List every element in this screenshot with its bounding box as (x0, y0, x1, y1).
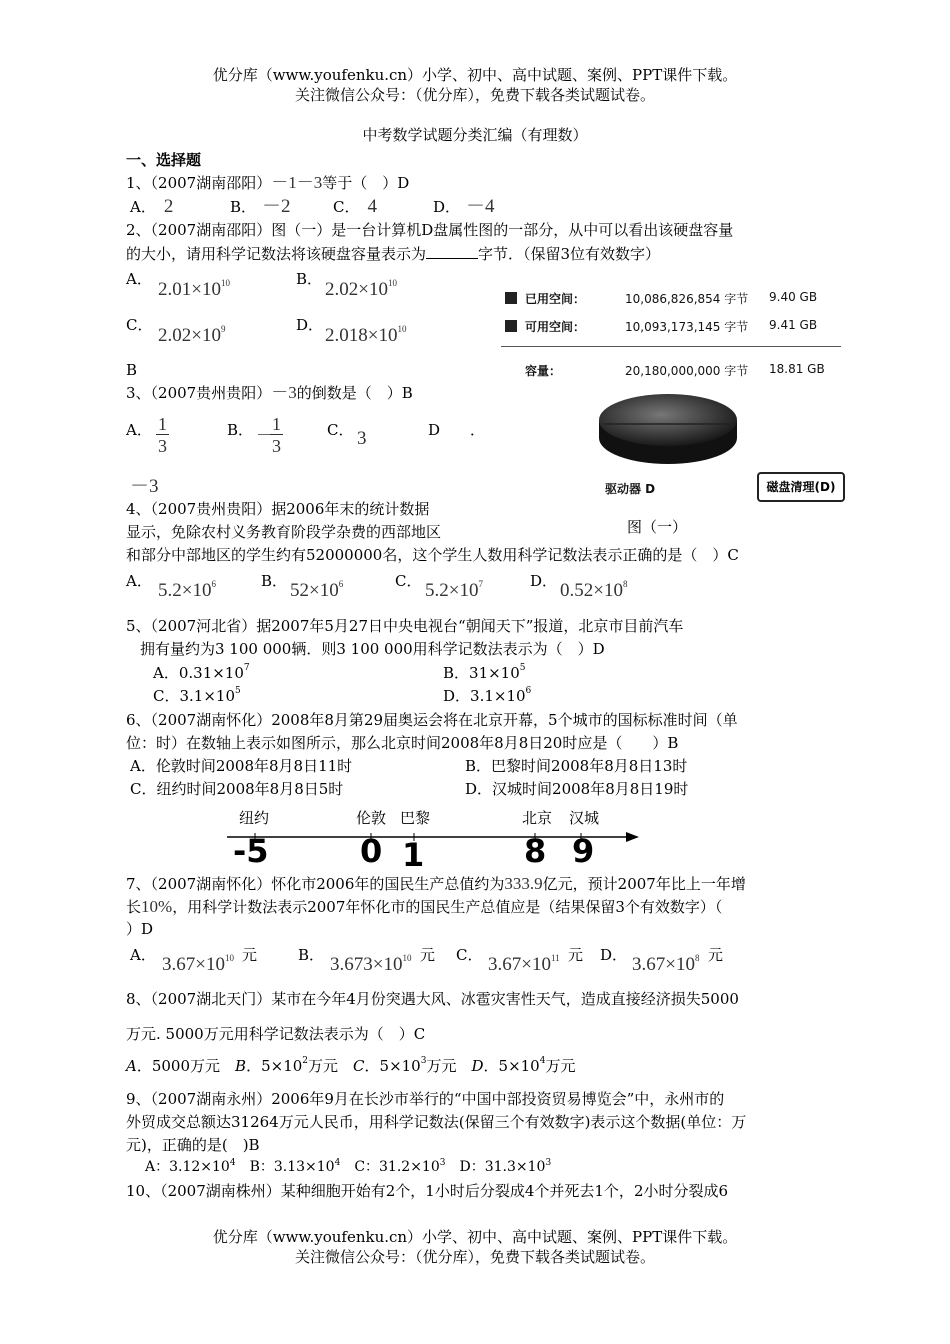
divider (501, 346, 841, 347)
city-beijing: 北京 (522, 809, 553, 827)
free-space-swatch (505, 320, 517, 332)
used-space-label: 已用空间： (525, 292, 586, 306)
figure-caption: 图（一） (627, 518, 688, 536)
q6-option-b: B．巴黎时间2008年8月8日13时 (465, 757, 688, 775)
free-space-label: 可用空间： (525, 320, 586, 334)
q7-option-a: A． (130, 946, 156, 964)
q4-option-d: D． (530, 572, 558, 590)
used-space-gb: 9.40 GB (769, 290, 818, 304)
q2-option-a-value: $2.01\times 10^{10}$ (158, 278, 230, 300)
q3-option-d-value: －3 (130, 476, 159, 497)
q1-option-c: C． 4 (333, 196, 377, 217)
question-7-line-3: ）D (126, 920, 154, 938)
q7-option-d-value: $3.67\times 10^8$ (632, 953, 700, 975)
question-6-line-2: 位：时）在数轴上表示如图所示，那么北京时间2008年8月8日20时应是（ ）B (126, 734, 679, 752)
q6-option-c: C．纽约时间2008年8月8日5时 (130, 780, 344, 798)
drive-label: 驱动器 D (605, 482, 656, 496)
q4-option-b: B． (261, 572, 288, 590)
q2-option-d: D． (296, 316, 324, 334)
question-7-line-1: 7、（2007湖南怀化）怀化市2006年的国民生产总值约为333.9亿元，预计2007年比上一年增 (126, 874, 746, 893)
disk-cleanup-button[interactable]: 磁盘清理(D) (757, 472, 845, 502)
q5-option-a: A．$0.31\times 10^7$ (153, 663, 250, 682)
free-space-bytes: 10,093,173,145 字节 (625, 320, 749, 334)
q5-option-d: D．$3.1\times 10^6$ (443, 686, 532, 705)
q2-option-c: C． (126, 316, 153, 334)
q9-options: A：$3.12\times 10^4$ B：$3.13\times 10^4$ C：$31.2\times 10^3$ D：$31.3\times 10^3$ (145, 1158, 552, 1175)
header-line-1: 优分库（www.youfenku.cn）小学、初中、高中试题、案例、PPT课件下载。 (212, 66, 738, 84)
capacity-bytes: 20,180,000,000 字节 (625, 364, 749, 378)
q7-option-c: C． (456, 946, 483, 964)
q2-answer: B (126, 361, 138, 379)
q7-option-c-value: $3.67\times 10^{11}$ (488, 953, 560, 975)
q7-option-d: D． (600, 946, 628, 964)
question-9-line-1: 9、（2007湖南永州）2006年9月在长沙市举行的“中国中部投资贸易博览会”中，永州市的 (126, 1090, 725, 1108)
q3-option-b-label: B． (227, 421, 254, 439)
q5-option-b: B．$31\times 10^5$ (443, 663, 526, 682)
city-seoul: 汉城 (569, 809, 600, 827)
question-9-line-2: 外贸成交总额达31264万元人民币，用科学记数法(保留三个有效数字)表示这个数据(单位：万 (126, 1113, 747, 1131)
q3-option-d-label: D ． (428, 421, 486, 439)
q1-option-a: A． 2 (130, 196, 174, 217)
question-10-line-1: 10、（2007湖南株州）某种细胞开始有2个，1小时后分裂成4个并死去1个，2小时分裂成6 (126, 1182, 729, 1200)
tick-label-8: 8 (524, 832, 547, 870)
q3-option-a-label: A． (126, 421, 152, 439)
q2-option-a: A． (126, 270, 152, 288)
q6-option-a: A．伦敦时间2008年8月8日11时 (130, 757, 353, 775)
tick-label-minus-5: -5 (233, 832, 269, 870)
q3-option-a-fraction: $\frac{1}{3}$ (158, 414, 167, 456)
q7-option-a-unit: 元 (242, 946, 258, 964)
capacity-label: 容量： (525, 364, 562, 378)
q4-option-d-value: $0.52\times 10^8$ (560, 579, 628, 601)
used-space-swatch (505, 292, 517, 304)
section-heading: 一、选择题 (126, 151, 202, 169)
q4-option-b-value: $52\times 10^6$ (290, 579, 344, 601)
question-2-line-1: 2、（2007湖南邵阳）图（一）是一台计算机D盘属性图的一部分，从中可以看出该硬盘容量 (126, 221, 734, 239)
capacity-gb: 18.81 GB (769, 362, 825, 376)
q4-option-c: C． (395, 572, 422, 590)
q4-option-a-value: $5.2\times 10^6$ (158, 579, 216, 601)
q7-option-b: B． (298, 946, 325, 964)
q7-option-a-value: $3.67\times 10^{10}$ (162, 953, 234, 975)
disk-properties-figure (493, 274, 849, 510)
city-new-york: 纽约 (239, 809, 270, 827)
question-7-line-2: 长10%，用科学计数法表示2007年怀化市的国民生产总值应是（结果保留3个有效数字）（ (126, 897, 723, 916)
q7-option-d-unit: 元 (708, 946, 724, 964)
document-title: 中考数学试题分类汇编（有理数） (362, 126, 588, 144)
q7-option-b-value: $3.673\times 10^{10}$ (330, 953, 412, 975)
tick-label-9: 9 (572, 832, 595, 870)
question-9-line-3: 元)，正确的是( )B (126, 1136, 260, 1154)
q3-option-c-value: 3 (357, 428, 367, 449)
q7-option-c-unit: 元 (568, 946, 584, 964)
tick-label-1: 1 (402, 836, 425, 874)
q8-options: A．5000万元 B．$5\times 10^2$万元 C．$5\times 10^3$万元 D．$5\times 10^4$万元 (126, 1056, 576, 1075)
q8-option-a-letter: A (126, 1057, 137, 1075)
city-paris: 巴黎 (400, 809, 431, 827)
question-2-line-2: 的大小，请用科学记数法将该硬盘容量表示为 字节．（保留3位有效数字） (126, 245, 661, 263)
free-space-gb: 9.41 GB (769, 318, 818, 332)
q2-option-c-value: $2.02\times 10^9$ (158, 324, 226, 346)
q3-option-b-sign: － (256, 426, 273, 445)
q3-option-c-label: C． (327, 421, 354, 439)
city-london: 伦敦 (356, 809, 387, 827)
q6-option-d: D．汉城时间2008年8月8日19时 (465, 780, 689, 798)
question-8-line-2: 万元. 5000万元用科学记数法表示为（ ）C (126, 1025, 426, 1043)
question-6-line-1: 6、（2007湖南怀化）2008年8月第29届奥运会将在北京开幕，5个城市的国标标准时间（单 (126, 711, 738, 729)
q5-option-c: C．$3.1\times 10^5$ (153, 686, 241, 705)
q1-option-d: D． －4 (433, 196, 495, 217)
question-5-line-2: 拥有量约为3 100 000辆．则3 100 000用科学记数法表示为（ ）D (140, 640, 605, 658)
q3-option-b-fraction: $\frac{1}{3}$ (272, 414, 281, 456)
q4-option-c-value: $5.2\times 10^7$ (425, 579, 483, 601)
question-4-line-3: 和部分中部地区的学生约有52000000名，这个学生人数用科学记数法表示正确的是（ ）C (126, 546, 739, 564)
q1-option-b: B． －2 (230, 196, 291, 217)
q8-option-b-letter: B (235, 1057, 247, 1075)
q2-option-b-value: $2.02\times 10^{10}$ (325, 278, 397, 300)
question-3: 3、（2007贵州贵阳）－3的倒数是（ ）B (126, 383, 413, 402)
footer-line-2: 关注微信公众号：（优分库），免费下载各类试题试卷。 (294, 1248, 655, 1266)
question-1: 1、（2007湖南邵阳）－1－3等于（ ）D (126, 173, 410, 192)
q8-option-c-letter: C (353, 1057, 365, 1075)
question-8-line-1: 8、（2007湖北天门）某市在今年4月份突遇大风、冰雹灾害性天气，造成直接经济损失5000 (126, 990, 739, 1008)
header-line-2: 关注微信公众号：（优分库），免费下载各类试题试卷。 (294, 86, 655, 104)
question-4-line-2: 显示，免除农村义务教育阶段学杂费的西部地区 (126, 523, 442, 541)
q7-option-b-unit: 元 (420, 946, 436, 964)
q4-option-a: A． (126, 572, 152, 590)
tick-label-0: 0 (360, 832, 383, 870)
q2-option-b: B． (296, 270, 323, 288)
disk-pie-icon (593, 386, 743, 468)
question-4-line-1: 4、（2007贵州贵阳）据2006年末的统计数据 (126, 500, 430, 518)
question-5-line-1: 5、（2007河北省）据2007年5月27日中央电视台“朝闻天下”报道，北京市目前汽车 (126, 617, 684, 635)
q2-option-d-value: $2.018\times 10^{10}$ (325, 324, 407, 346)
used-space-bytes: 10,086,826,854 字节 (625, 292, 749, 306)
q8-option-d-letter: D (471, 1057, 484, 1075)
footer-line-1: 优分库（www.youfenku.cn）小学、初中、高中试题、案例、PPT课件下载。 (212, 1228, 738, 1246)
